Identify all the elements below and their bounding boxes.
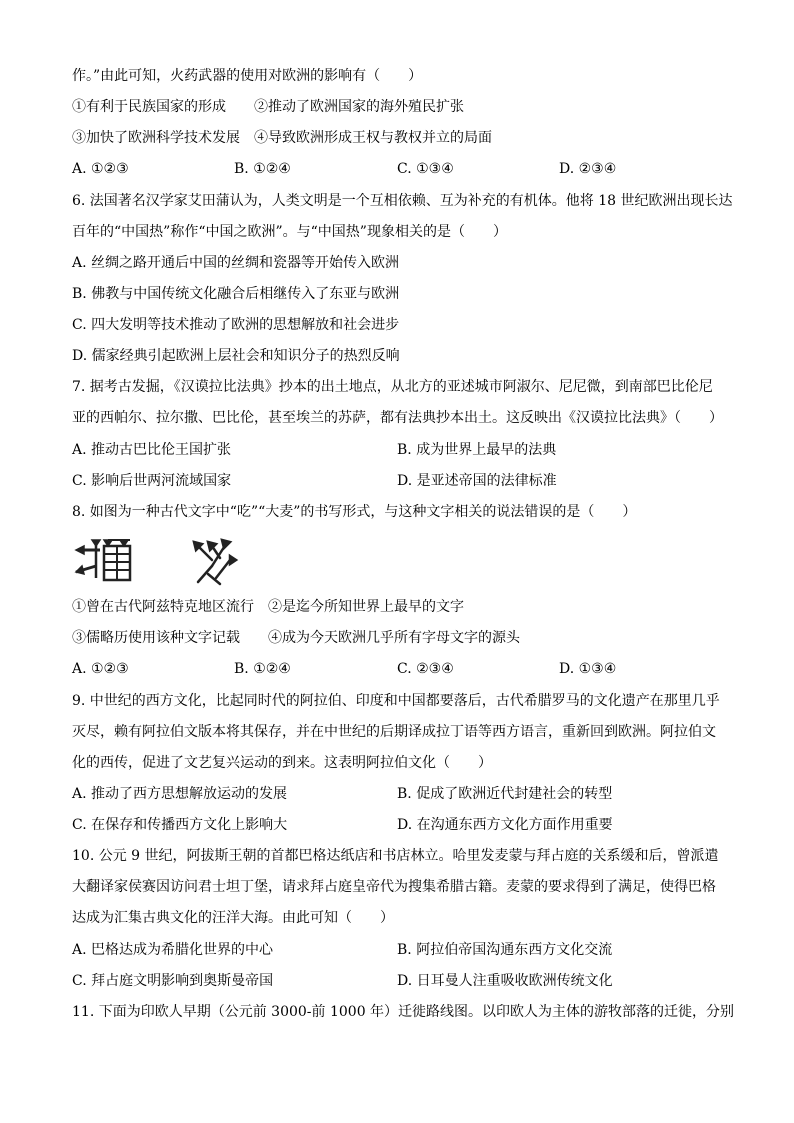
q6-stem-line-2: 百年的“中国热”称作“中国之欧洲”。与“中国热”现象相关的是（ ） [72,224,507,240]
q8-option-b: B. ①②④ [234,661,291,677]
q5-option-a: A. ①②③ [72,161,129,177]
q10-stem-line-2: 大翻译家侯赛因访问君士坦丁堡，请求拜占庭皇帝代为搜集希腊古籍。麦蒙的要求得到了满足，使得巴格 [72,879,716,895]
q5-option-b: B. ①②④ [234,161,291,177]
q5-option-c: C. ①③④ [397,161,454,177]
q6-option-d: D. 儒家经典引起欧洲上层社会和知识分子的热烈反响 [72,348,400,364]
q9-option-b: B. 促成了欧洲近代封建社会的转型 [397,786,613,802]
q9-option-d: D. 在沟通东西方文化方面作用重要 [397,817,613,833]
q10-option-b: B. 阿拉伯帝国沟通东西方文化交流 [397,942,613,958]
q5-statements-2: ③加快了欧洲科学技术发展 ④导致欧洲形成王权与教权并立的局面 [72,130,492,146]
q6-stem-line-1: 6. 法国著名汉学家艾田蒲认为，人类文明是一个互相依赖、互为补充的有机体。他将 18 世纪欧洲出现长达 [72,193,733,209]
q8-option-a: A. ①②③ [72,661,129,677]
q7-option-c: C. 影响后世两河流域国家 [72,473,232,489]
q7-option-a: A. 推动古巴比伦王国扩张 [72,442,232,458]
q10-option-a: A. 巴格达成为希腊化世界的中心 [72,942,274,958]
q9-option-a: A. 推动了西方思想解放运动的发展 [72,786,288,802]
q5-statements-1: ①有利于民族国家的形成 ②推动了欧洲国家的海外殖民扩张 [72,99,464,115]
q8-stem: 8. 如图为一种古代文字中“吃”“大麦”的书写形式，与这种文字相关的说法错误的是（ ） [72,504,637,520]
q7-stem-line-2: 亚的西帕尔、拉尔撒、巴比伦，甚至埃兰的苏萨，都有法典抄本出土。这反映出《汉谟拉比法典》（ ） [72,410,723,426]
q9-stem-line-2: 灭尽，赖有阿拉伯文版本将其保存，并在中世纪的后期译成拉丁语等西方语言，重新回到欧洲。阿拉伯文 [72,724,716,740]
q8-option-d: D. ①③④ [559,661,617,677]
q7-stem-line-1: 7. 据考古发掘，《汉谟拉比法典》抄本的出土地点，从北方的亚述城市阿淑尔、尼尼微，到南部巴比伦尼 [72,379,713,395]
q7-option-b: B. 成为世界上最早的法典 [397,442,557,458]
q7-option-d: D. 是亚述帝国的法律标准 [397,473,557,489]
q10-option-d: D. 日耳曼人注重吸收欧洲传统文化 [397,973,613,989]
q6-option-b: B. 佛教与中国传统文化融合后相继传入了东亚与欧洲 [72,286,400,302]
q8-statements-2: ③儒略历使用该种文字记载 ④成为今天欧洲几乎所有字母文字的源头 [72,630,520,646]
q10-stem-line-3: 达成为汇集古典文化的汪洋大海。由此可知（ ） [72,910,394,926]
q9-stem-line-1: 9. 中世纪的西方文化，比起同时代的阿拉伯、印度和中国都要落后，古代希腊罗马的文化遗产在那里几乎 [72,693,720,709]
q9-option-c: C. 在保存和传播西方文化上影响大 [72,817,288,833]
q5-option-d: D. ②③④ [559,161,617,177]
cuneiform-eat-icon [74,536,136,586]
q11-stem-line-1: 11. 下面为印欧人早期（公元前 3000-前 1000 年）迁徙路线图。以印欧人为主体的游牧部落的迁徙，分别 [72,1004,735,1020]
q10-stem-line-1: 10. 公元 9 世纪，阿拔斯王朝的首都巴格达纸店和书店林立。哈里发麦蒙与拜占庭的关系缓和后，曾派遣 [72,848,719,864]
q10-option-c: C. 拜占庭文明影响到奥斯曼帝国 [72,973,274,989]
q8-option-c: C. ②③④ [397,661,454,677]
q9-stem-line-3: 化的西传，促进了文艺复兴运动的到来。这表明阿拉伯文化（ ） [72,755,492,771]
q5-stem-tail: 作。”由此可知，火药武器的使用对欧洲的影响有（ ） [72,68,423,84]
q6-option-c: C. 四大发明等技术推动了欧洲的思想解放和社会进步 [72,317,400,333]
q8-statements-1: ①曾在古代阿兹特克地区流行 ②是迄今所知世界上最早的文字 [72,599,464,615]
cuneiform-barley-icon [190,538,240,586]
q6-option-a: A. 丝绸之路开通后中国的丝绸和瓷器等开始传入欧洲 [72,255,400,271]
